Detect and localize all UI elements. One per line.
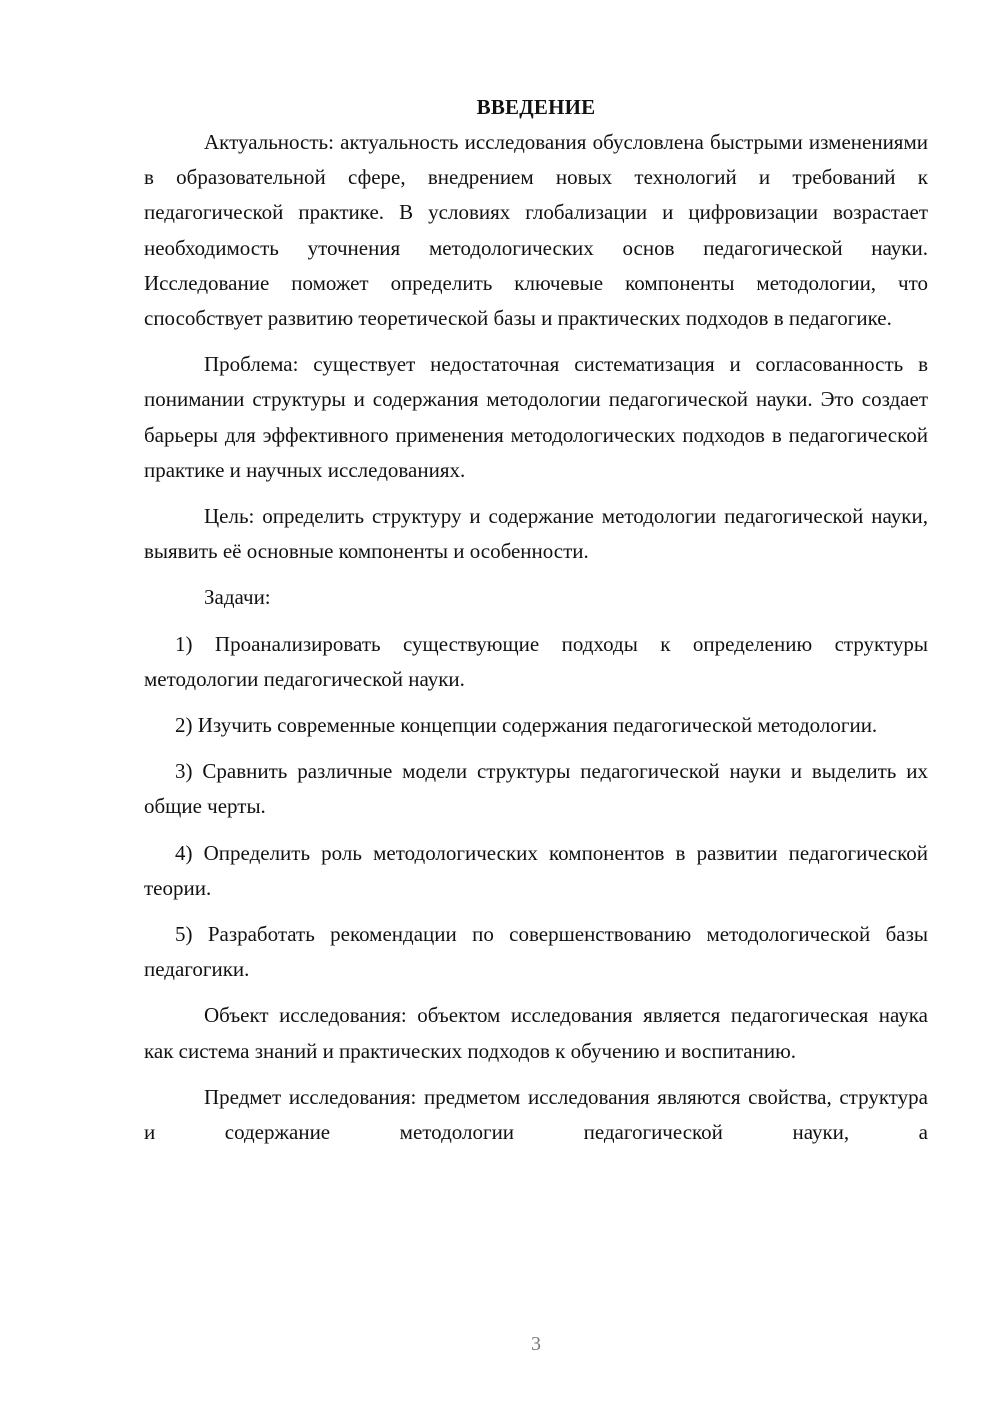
goal-paragraph: Цель: определить структуру и содержание методологии педагогической науки, выявить её основные компоненты и особенности. [144,504,928,564]
section-heading: ВВЕДЕНИЕ [476,95,596,119]
problem-paragraph: Проблема: существует недостаточная систематизация и согласованность в понимании структуры и содержания методологии педагогической науки. Это создает барьеры для эффективного применения методологических подходов в педагогической практике и научных исследованиях. [144,352,928,482]
subject-paragraph: Предмет исследования: предметом исследования являются свойства, структура и содержание методологии педагогической науки, а [144,1084,928,1145]
task-item-3: 3) Сравнить различные модели структуры педагогической науки и выделить их общие черты. [144,759,928,819]
task-item-2: 2) Изучить современные концепции содержания педагогической методологии. [175,713,878,738]
page-content [144,90,928,1150]
task-item-5: 5) Разработать рекомендации по совершенствованию методологической базы педагогики. [144,922,928,982]
relevance-paragraph: Актуальность: актуальность исследования обусловлена быстрыми изменениями в образовательной сфере, внедрением новых технологий и требований к педагогической практике. В условиях глобализации и цифровизации возрастает необходимость уточнения методологических основ педагогической науки. Исследование поможет определить ключевые компоненты методологии, что способствует развитию теоретической базы и практических подходов в педагогике. [144,130,928,331]
page-number: 3 [531,1333,541,1355]
task-item-4: 4) Определить роль методологических компонентов в развитии педагогической теории. [144,840,928,900]
object-paragraph: Объект исследования: объектом исследования является педагогическая наука как система знаний и практических подходов к обучению и воспитанию. [144,1003,928,1063]
tasks-label: Задачи: [204,585,271,610]
task-item-1: 1) Проанализировать существующие подходы к определению структуры методологии педагогической науки. [144,631,928,691]
